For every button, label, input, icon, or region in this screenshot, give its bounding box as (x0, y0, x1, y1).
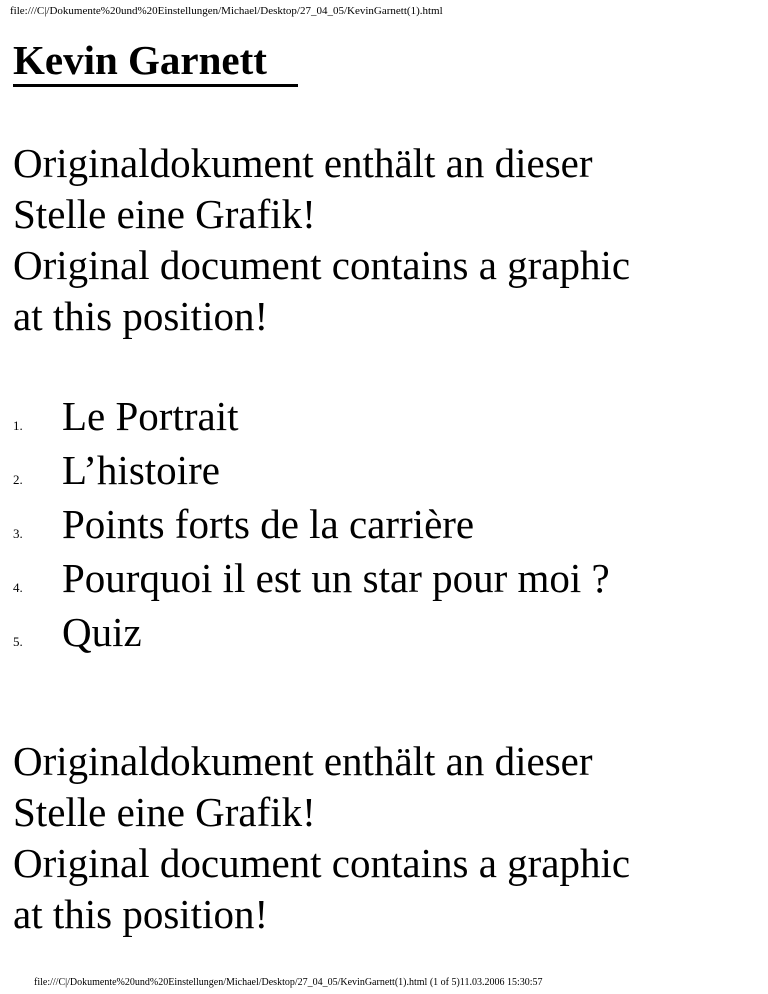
toc-item-label: L’histoire (62, 447, 220, 493)
toc-item-portrait[interactable] (13, 389, 610, 443)
toc-item-label: Points forts de la carrière (62, 501, 475, 547)
page-url-header: file:///C|/Dokumente%20und%20Einstellungen/Michael/Desktop/27_04_05/KevinGarnett(1).html (10, 5, 443, 17)
toc-item-points-forts[interactable] (13, 497, 610, 551)
toc-item-label: Quiz (62, 609, 142, 655)
table-of-contents (13, 389, 610, 659)
toc-item-number: 1. (13, 418, 23, 433)
placeholder-line-de-1: Originaldokument enthält an dieser (13, 140, 593, 186)
page-title: Kevin Garnett (13, 37, 267, 83)
placeholder-line-de-2: Stelle eine Grafik! (13, 191, 316, 237)
graphic-placeholder-bottom (13, 736, 758, 940)
placeholder-line-de-2: Stelle eine Grafik! (13, 789, 316, 835)
placeholder-line-de-1: Originaldokument enthält an dieser (13, 738, 593, 784)
toc-item-number: 3. (13, 526, 23, 541)
toc-item-pourquoi[interactable] (13, 551, 610, 605)
page-url-footer: file:///C|/Dokumente%20und%20Einstellungen/Michael/Desktop/27_04_05/KevinGarnett(1).html (1 of 5)11.03.2006 15:30:57 (34, 977, 543, 988)
placeholder-line-en-2: at this position! (13, 293, 269, 339)
toc-item-number: 2. (13, 472, 23, 487)
toc-item-label: Pourquoi il est un star pour moi ? (62, 555, 610, 601)
placeholder-line-en-2: at this position! (13, 891, 269, 937)
toc-item-quiz[interactable] (13, 605, 610, 659)
toc-item-number: 4. (13, 580, 23, 595)
placeholder-line-en-1: Original document contains a graphic (13, 840, 631, 886)
title-underline (13, 84, 298, 87)
toc-item-histoire[interactable] (13, 443, 610, 497)
graphic-placeholder-top (13, 138, 758, 342)
toc-item-number: 5. (13, 634, 23, 649)
toc-item-label: Le Portrait (62, 393, 239, 439)
placeholder-line-en-1: Original document contains a graphic (13, 242, 631, 288)
